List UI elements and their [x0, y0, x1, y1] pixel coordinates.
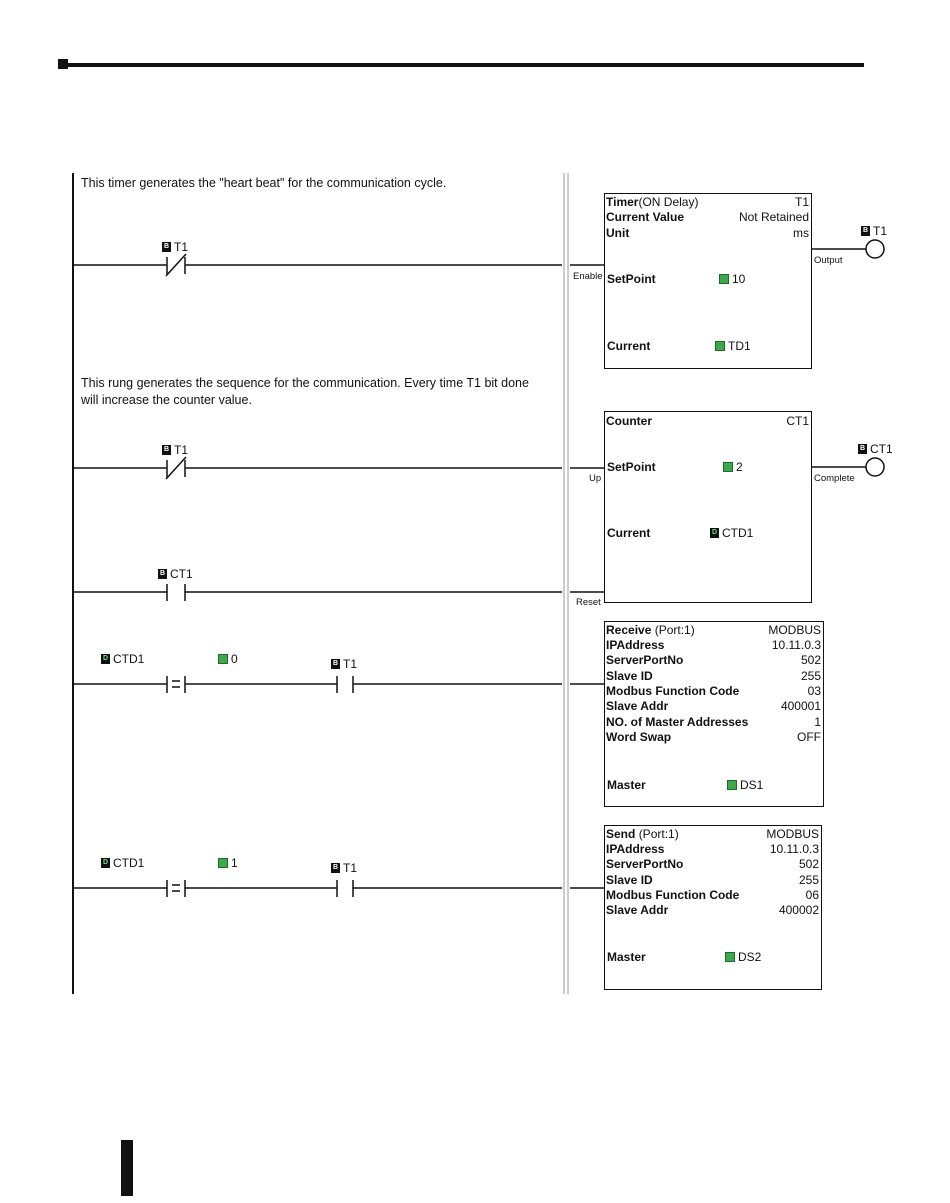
send-master[interactable]: [725, 950, 761, 964]
receive-param-value[interactable]: 1: [814, 714, 821, 729]
complete-pin-label: Complete: [814, 473, 855, 484]
timer-title: Timer: [606, 195, 639, 209]
bit-badge-icon: B: [332, 864, 339, 871]
rung1-comment: This timer generates the "heart beat" for the communication cycle.: [81, 176, 447, 190]
send-title: Send: [606, 827, 636, 841]
receive-param-value[interactable]: 502: [800, 653, 821, 668]
send-port: (Port:1): [638, 827, 679, 841]
receive-param-value[interactable]: 255: [800, 668, 821, 683]
rung2-coil-tag[interactable]: [858, 442, 893, 456]
timer-block[interactable]: [604, 193, 812, 369]
send-param-label: IPAddress: [606, 842, 665, 856]
timer-current-label: Current: [607, 339, 651, 353]
receive-title: Receive: [606, 623, 652, 637]
rung2-coil: [866, 458, 884, 476]
int-badge-icon: [218, 654, 228, 664]
receive-param-label: IPAddress: [606, 638, 665, 652]
reset-pin-label: Reset: [576, 597, 601, 608]
send-master-label: Master: [607, 950, 646, 964]
rung1-coil-tag[interactable]: [861, 224, 887, 238]
dint-badge-icon: D: [102, 655, 109, 662]
timer-current-value-row: [606, 210, 809, 225]
timer-setpoint[interactable]: [719, 272, 745, 286]
send-param-value[interactable]: 502: [798, 857, 819, 872]
timer-current[interactable]: [715, 339, 751, 353]
bit-badge-icon: B: [859, 445, 866, 452]
receive-title-row: [606, 623, 821, 638]
rung4-compare-value-text: 1: [231, 856, 238, 870]
dint-badge-icon: D: [711, 529, 718, 536]
timer-current-value: Not Retained: [738, 210, 809, 224]
rung4-contact-tag-text: T1: [343, 861, 358, 875]
send-param-value[interactable]: 400002: [778, 903, 819, 918]
send-param-value[interactable]: 10.11.0.3: [769, 842, 819, 856]
reset-contact-tag[interactable]: [158, 567, 193, 581]
rung2-contact-tag[interactable]: [162, 443, 188, 457]
send-param-row: [606, 873, 819, 888]
bit-badge-icon: B: [163, 243, 170, 250]
bit-badge-icon: B: [159, 570, 166, 577]
rung2-coil-tag-text: CT1: [870, 442, 893, 456]
receive-param-row: [606, 684, 821, 699]
receive-param-label: Slave ID: [606, 668, 653, 683]
rung3-compare-tag[interactable]: [101, 652, 144, 666]
counter-current[interactable]: [710, 526, 753, 540]
output-pin-label: Output: [814, 255, 843, 266]
receive-param-value[interactable]: 400001: [780, 699, 821, 714]
timer-name: T1: [794, 195, 809, 209]
bit-badge-icon: B: [862, 227, 869, 234]
receive-param-value[interactable]: OFF: [797, 729, 821, 744]
receive-param-label: Modbus Function Code: [606, 683, 740, 698]
counter-current-label: Current: [607, 526, 651, 540]
rung1-coil: [866, 240, 884, 258]
send-param-row: [606, 903, 819, 918]
rung2-contact-tag-text: T1: [174, 443, 189, 457]
counter-block[interactable]: [604, 411, 812, 603]
receive-param-label: NO. of Master Addresses: [606, 714, 749, 729]
timer-unit-row: [606, 226, 809, 241]
receive-port: (Port:1): [654, 623, 695, 637]
receive-param-row: [606, 730, 821, 745]
rung1-contact-slash: [166, 254, 186, 276]
send-param-row: [606, 857, 819, 872]
send-param-value[interactable]: 255: [798, 872, 819, 887]
int-badge-icon: [725, 952, 735, 962]
rung1-contact-tag-text: T1: [174, 240, 189, 254]
rung3-compare-tag-text: CTD1: [113, 652, 145, 666]
counter-setpoint-label: SetPoint: [607, 460, 656, 474]
receive-param-label: Word Swap: [606, 729, 672, 744]
int-badge-icon: [723, 462, 733, 472]
rung1-contact-tag[interactable]: [162, 240, 188, 254]
rung4-contact-tag[interactable]: [331, 861, 357, 875]
rung4-compare-tag-text: CTD1: [113, 856, 145, 870]
send-param-value[interactable]: 06: [805, 887, 819, 902]
send-master-value: DS2: [738, 950, 762, 964]
rung3-contact-tag-text: T1: [343, 657, 358, 671]
rung2-comment-line2: will increase the counter value.: [81, 393, 252, 407]
timer-current-value-tag: TD1: [728, 339, 751, 353]
receive-param-label: Slave Addr: [606, 699, 669, 714]
int-badge-icon: [719, 274, 729, 284]
bit-badge-icon: B: [163, 446, 170, 453]
send-param-label: Slave Addr: [606, 903, 669, 918]
int-badge-icon: [727, 780, 737, 790]
send-block[interactable]: [604, 825, 822, 990]
send-param-label: ServerPortNo: [606, 857, 684, 872]
rung1-coil-tag-text: T1: [873, 224, 888, 238]
receive-param-value[interactable]: 10.11.0.3: [771, 638, 821, 652]
rung3-compare-value[interactable]: [218, 652, 238, 666]
rung2-contact-slash: [166, 457, 186, 479]
reset-contact-tag-text: CT1: [170, 567, 193, 581]
up-pin-label: Up: [589, 473, 602, 484]
counter-setpoint-value: 2: [736, 460, 743, 474]
rung4-compare-value[interactable]: [218, 856, 238, 870]
send-param-row: [606, 888, 819, 903]
send-param-row: [606, 842, 819, 857]
timer-mode: (ON Delay): [638, 195, 699, 209]
int-badge-icon: [218, 858, 228, 868]
receive-master-value: DS1: [740, 778, 764, 792]
send-title-row: [606, 827, 819, 842]
rung2-comment: [81, 375, 561, 409]
timer-current-value-label: Current Value: [606, 210, 685, 224]
receive-param-label: ServerPortNo: [606, 653, 684, 668]
receive-param-row: [606, 669, 821, 684]
timer-unit: ms: [793, 226, 809, 240]
send-protocol: MODBUS: [766, 827, 819, 841]
send-param-label: Modbus Function Code: [606, 887, 740, 902]
int-badge-icon: [715, 341, 725, 351]
counter-title: Counter: [606, 414, 652, 428]
timer-setpoint-value: 10: [732, 272, 746, 286]
enable-pin-label: Enable: [573, 271, 603, 282]
receive-param-row: [606, 699, 821, 714]
rung2-comment-line1: This rung generates the sequence for the communication. Every time T1 bit done: [81, 376, 529, 390]
receive-block[interactable]: [604, 621, 824, 807]
send-param-label: Slave ID: [606, 872, 653, 887]
rung3-compare-value-text: 0: [231, 652, 238, 666]
receive-master[interactable]: [727, 778, 763, 792]
timer-setpoint-label: SetPoint: [607, 272, 656, 286]
counter-current-value: CTD1: [722, 526, 754, 540]
timer-unit-label: Unit: [606, 226, 630, 240]
timer-title-row: [606, 195, 809, 210]
counter-name: CT1: [786, 414, 809, 428]
receive-param-value[interactable]: 03: [807, 683, 821, 698]
receive-param-row: [606, 653, 821, 668]
receive-master-label: Master: [607, 778, 646, 792]
rung3-contact-tag[interactable]: [331, 657, 357, 671]
rung4-compare-tag[interactable]: [101, 856, 144, 870]
dint-badge-icon: D: [102, 859, 109, 866]
receive-param-row: [606, 638, 821, 653]
receive-param-row: [606, 715, 821, 730]
counter-title-row: [606, 414, 809, 429]
receive-protocol: MODBUS: [768, 623, 821, 637]
bit-badge-icon: B: [332, 660, 339, 667]
counter-setpoint[interactable]: [723, 460, 743, 474]
